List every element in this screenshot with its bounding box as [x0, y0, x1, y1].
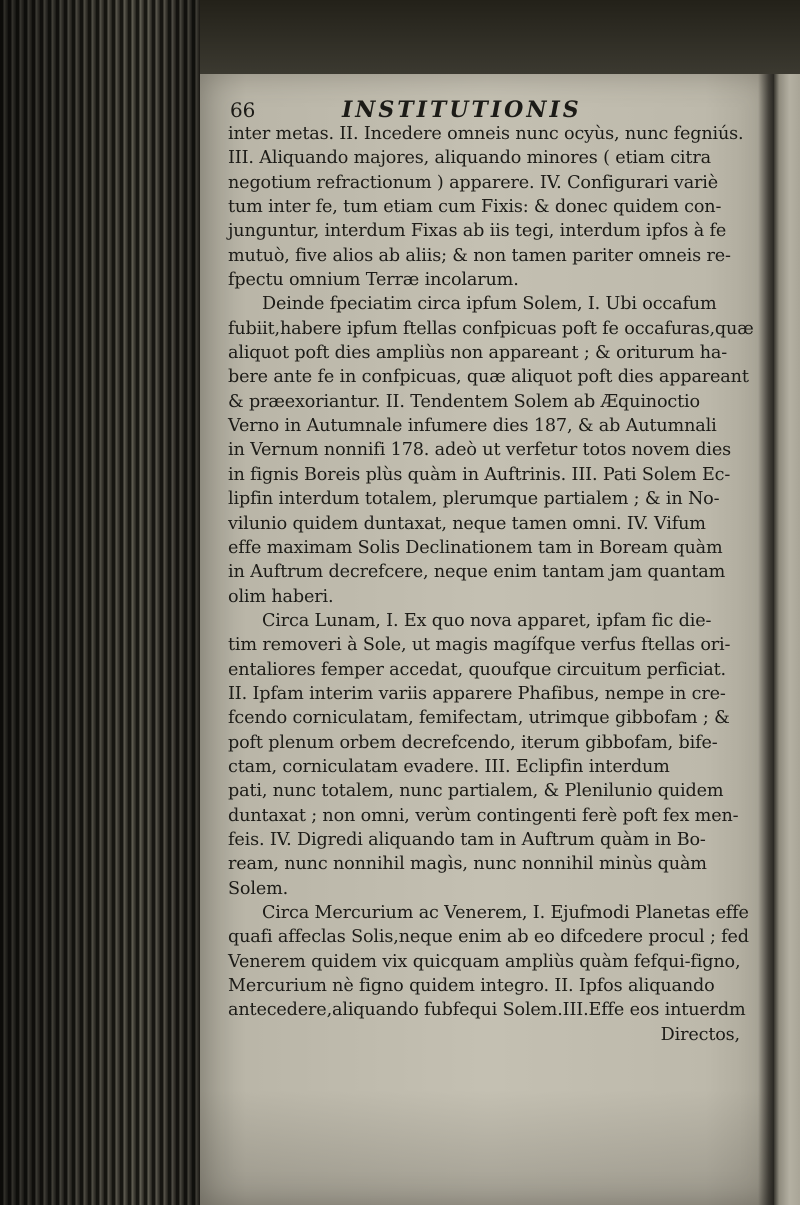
text-line: bere ante fe in confpicuas, quæ aliquot poft dies appareant: [228, 367, 749, 388]
text-line: Mercurium nè figno quidem integro. II. Ipfos aliquando: [228, 976, 715, 997]
text-line: vilunio quidem duntaxat, neque tamen omni. IV. Vifum: [228, 513, 706, 534]
text-line: entaliores femper accedat, quoufque circuitum perficiat.: [228, 659, 726, 680]
text-line: in Auftrum decrefcere, neque enim tantam jam quantam: [228, 562, 726, 583]
body-text: [228, 122, 768, 1047]
text-line: III. Aliquando majores, aliquando minores ( etiam citra: [228, 148, 711, 169]
background-top: [200, 0, 800, 74]
text-line: tum inter fe, tum etiam cum Fixis: & donec quidem con-: [228, 197, 722, 218]
text-line: Deinde fpeciatim circa ipfum Solem, I. Ubi occafum: [262, 294, 717, 315]
text-line: olim haberi.: [228, 586, 334, 607]
text-line: inter metas. II. Incedere omneis nunc ocyùs, nunc fegniús.: [228, 124, 744, 144]
text-line: fubiit,habere ipfum ftellas confpicuas poft fe occafuras,quæ: [228, 318, 754, 339]
running-title: INSTITUTIONIS: [342, 97, 582, 123]
text-line: duntaxat ; non omni, verùm contingenti ferè poft fex men-: [228, 805, 739, 826]
text-line: Circa Lunam, I. Ex quo nova apparet, ipfam fic die-: [262, 610, 712, 631]
text-line: ream, nunc nonnihil magìs, nunc nonnihil minùs quàm: [228, 854, 707, 875]
text-line: Venerem quidem vix quicquam ampliùs quàm fefqui-figno,: [228, 951, 741, 972]
facing-page-edge: [774, 74, 800, 1205]
text-line: junguntur, interdum Fixas ab iis tegi, interdum ipfos à fe: [228, 221, 727, 242]
text-line: ctam, corniculatam evadere. III. Eclipfin interdum: [228, 756, 670, 777]
text-line: Circa Mercurium ac Venerem, I. Ejufmodi Planetas effe: [262, 903, 749, 923]
text-line: & præexoriantur. II. Tendentem Solem ab Æquinoctio: [228, 391, 700, 412]
page-number: 66: [230, 98, 256, 122]
text-line: Verno in Autumnale infumere dies 187, & ab Autumnali: [228, 416, 717, 437]
text-line: II. Ipfam interim variis apparere Phafibus, nempe in cre-: [228, 683, 726, 704]
text-line: antecedere,aliquando fubfequi Solem.III.Effe eos intuerdm: [228, 1000, 746, 1021]
text-line: tim removeri à Sole, ut magis magífque verfus ftellas ori-: [228, 635, 731, 656]
text-line: poft plenum orbem decrefcendo, iterum gibbofam, bife-: [228, 732, 718, 753]
text-line: aliquot poft dies ampliùs non appareant ; & oriturum ha-: [228, 343, 728, 364]
text-line: fcendo corniculatam, femifectam, utrimque gibbofam ; &: [228, 708, 730, 729]
text-line: Solem.: [228, 878, 289, 899]
text-line: in fignis Boreis plùs quàm in Auftrinis. III. Pati Solem Ec-: [228, 464, 731, 485]
text-line: pati, nunc totalem, nunc partialem, & Plenilunio quidem: [228, 781, 724, 802]
text-line: effe maximam Solis Declinationem tam in Boream quàm: [228, 537, 723, 558]
book-page-edges: [0, 0, 205, 1205]
text-line: negotium refractionum ) apparere. IV. Configurari variè: [228, 172, 719, 193]
text-line: quafi affeclas Solis,neque enim ab eo difcedere procul ; fed: [228, 927, 749, 948]
text-line: lipfin interdum totalem, plerumque partialem ; & in No-: [228, 489, 720, 510]
text-line: in Vernum nonnifi 178. adeò ut verfetur totos novem dies: [228, 440, 731, 461]
page-header: [228, 98, 768, 122]
text-line: feis. IV. Digredi aliquando tam in Auftrum quàm in Bo-: [228, 829, 706, 850]
text-line: fpectu omnium Terræ incolarum.: [228, 270, 519, 291]
text-line: Directos,: [660, 1024, 740, 1045]
text-line: mutuò, five alios ab aliis; & non tamen pariter omneis re-: [228, 245, 731, 266]
page-text: [228, 98, 768, 1047]
